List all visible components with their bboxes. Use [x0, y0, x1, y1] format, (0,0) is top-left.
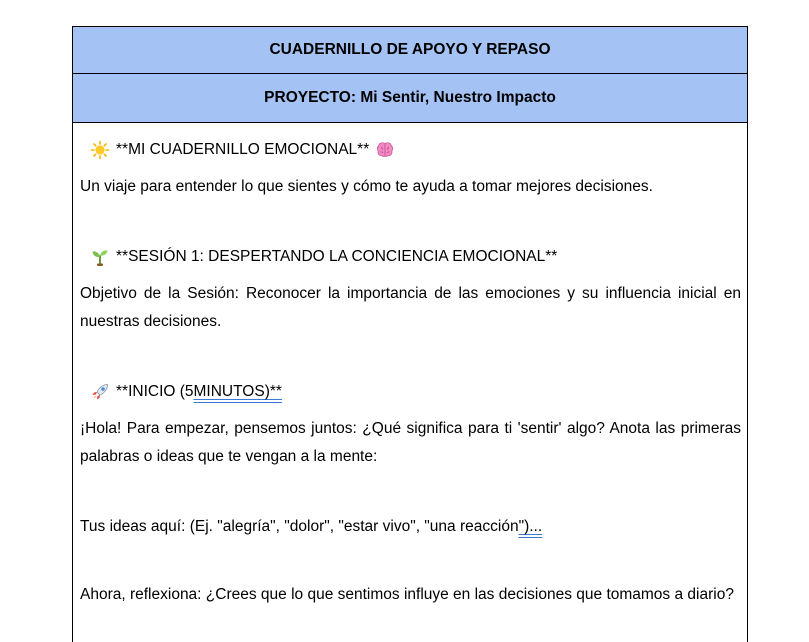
document-title: CUADERNILLO DE APOYO Y REPASO — [269, 41, 551, 58]
inicio-heading-text-b: MINUTOS)** — [193, 383, 282, 400]
document-table — [72, 26, 748, 642]
title-header — [73, 27, 747, 74]
inicio-heading — [80, 378, 741, 406]
project-header — [73, 74, 747, 123]
seedling-icon — [90, 247, 110, 267]
ideas-text-end: ")... — [518, 518, 543, 535]
rocket-icon — [90, 382, 110, 402]
inicio-heading-text-a: **INICIO (5 — [116, 383, 194, 400]
ideas-text: Tus ideas aquí: (Ej. "alegría", "dolor", "estar vivo", "una reacción — [80, 518, 519, 535]
brain-icon — [375, 140, 395, 160]
inicio-text: ¡Hola! Para empezar, pensemos juntos: ¿Qué significa para ti 'sentir' algo? Anota las primeras palabras o ideas que te vengan a la mente: — [80, 420, 741, 465]
intro-heading-text: **MI CUADERNILLO EMOCIONAL** — [116, 141, 370, 158]
project-title: PROYECTO: Mi Sentir, Nuestro Impacto — [264, 89, 556, 106]
intro-heading — [80, 136, 741, 164]
ideas-line — [80, 513, 741, 541]
intro-text: Un viaje para entender lo que sientes y cómo te ayuda a tomar mejores decisiones. — [80, 178, 653, 195]
reflect-text: Ahora, reflexiona: ¿Crees que lo que sentimos influye en las decisiones que tomamos a diario? — [80, 586, 734, 603]
session-heading-text: **SESIÓN 1: DESPERTANDO LA CONCIENCIA EMOCIONAL** — [116, 248, 558, 265]
session-objective-text: Objetivo de la Sesión: Reconocer la importancia de las emociones y su influencia inicial en nuestras decisiones. — [80, 285, 741, 330]
sun-icon — [90, 140, 110, 160]
session-heading — [80, 243, 741, 271]
content-cell — [73, 123, 747, 609]
